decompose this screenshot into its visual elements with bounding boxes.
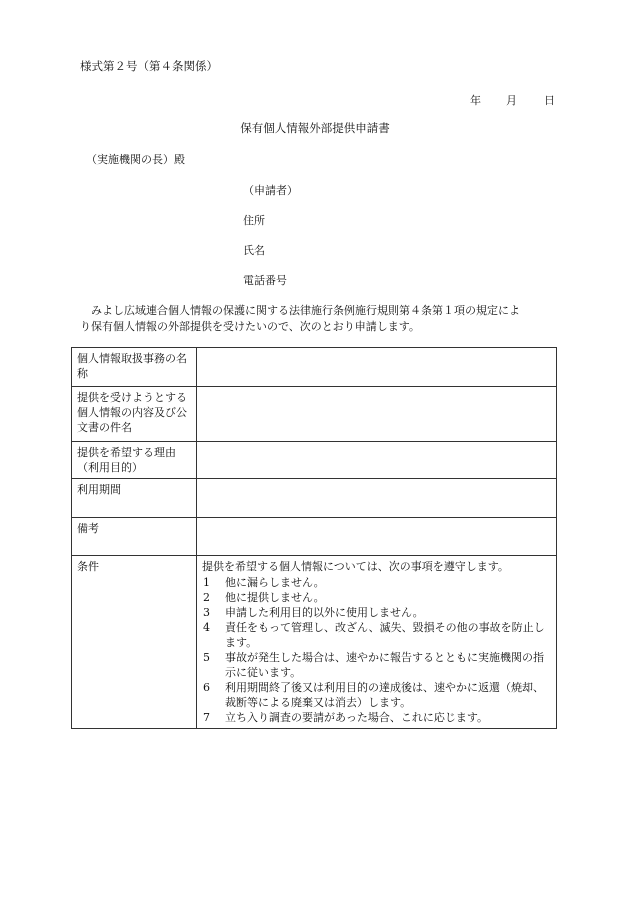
condition-text: 事故が発生した場合は、速やかに報告するとともに実施機関の指示に従います。 [225,651,544,679]
list-item [202,650,551,680]
form-number: 様式第２号（第４条関係） [80,59,218,73]
condition-text: 他に漏らしません。 [225,576,325,589]
condition-text: 他に提供しません。 [225,591,325,604]
condition-number: 4 [203,621,210,634]
list-item [202,590,551,605]
date-year-label: 年 [470,94,481,107]
value-cell-info-content[interactable] [197,387,557,442]
condition-text: 責任をもって管理し、改ざん、滅失、毀損その他の事故を防止します。 [225,621,545,649]
name-label: 氏名 [243,244,265,257]
table-row [72,518,557,556]
list-item [202,605,551,620]
condition-number: 7 [203,711,210,724]
intro-line-2: り保有個人情報の外部提供を受けたいので、次のとおり申請します。 [80,320,420,333]
row-label-conditions: 条件 [72,556,197,729]
conditions-intro: 提供を希望する個人情報については、次の事項を遵守します。 [202,560,509,573]
table-row [72,348,557,387]
condition-number: 3 [203,606,210,619]
list-item [202,620,551,650]
date-month-label: 月 [506,94,517,107]
condition-number: 6 [203,681,210,694]
table-row [72,442,557,479]
date-day-label: 日 [544,94,555,107]
condition-number: 1 [203,576,210,589]
row-label-usage-period: 利用期間 [72,479,197,518]
list-item [202,710,551,725]
condition-number: 2 [203,591,210,604]
phone-label: 電話番号 [243,274,287,287]
applicant-heading: （申請者） [243,184,298,197]
list-item [202,680,551,710]
conditions-list [202,575,551,725]
row-label-info-content: 提供を受けようとする個人情報の内容及び公文書の件名 [72,387,197,442]
table-row [72,387,557,442]
row-label-office-name: 個人情報取扱事務の名称 [72,348,197,387]
condition-number: 5 [203,651,210,664]
condition-text: 申請した利用目的以外に使用しません。 [225,606,424,619]
addressee: （実施機関の長）殿 [86,153,185,166]
intro-line-1: みよし広域連合個人情報の保護に関する法律施行条例施行規則第４条第１項の規定によ [91,304,520,317]
value-cell-office-name[interactable] [197,348,557,387]
row-label-reason: 提供を希望する理由（利用目的） [72,442,197,479]
row-label-remarks: 備考 [72,518,197,556]
table-row [72,556,557,729]
intro-paragraph [80,303,558,335]
value-cell-remarks[interactable] [197,518,557,556]
list-item [202,575,551,590]
application-table [71,347,557,729]
condition-text: 利用期間終了後又は利用目的の達成後は、速やかに返還（焼却、裁断等による廃棄又は消去）します。 [225,681,544,709]
table-row [72,479,557,518]
date-line [470,92,555,108]
value-cell-reason[interactable] [197,442,557,479]
document-title: 保有個人情報外部提供申請書 [240,121,390,135]
conditions-cell [197,556,557,729]
address-label: 住所 [243,214,265,227]
condition-text: 立ち入り調査の要請があった場合、これに応じます。 [225,711,489,724]
value-cell-usage-period[interactable] [197,479,557,518]
